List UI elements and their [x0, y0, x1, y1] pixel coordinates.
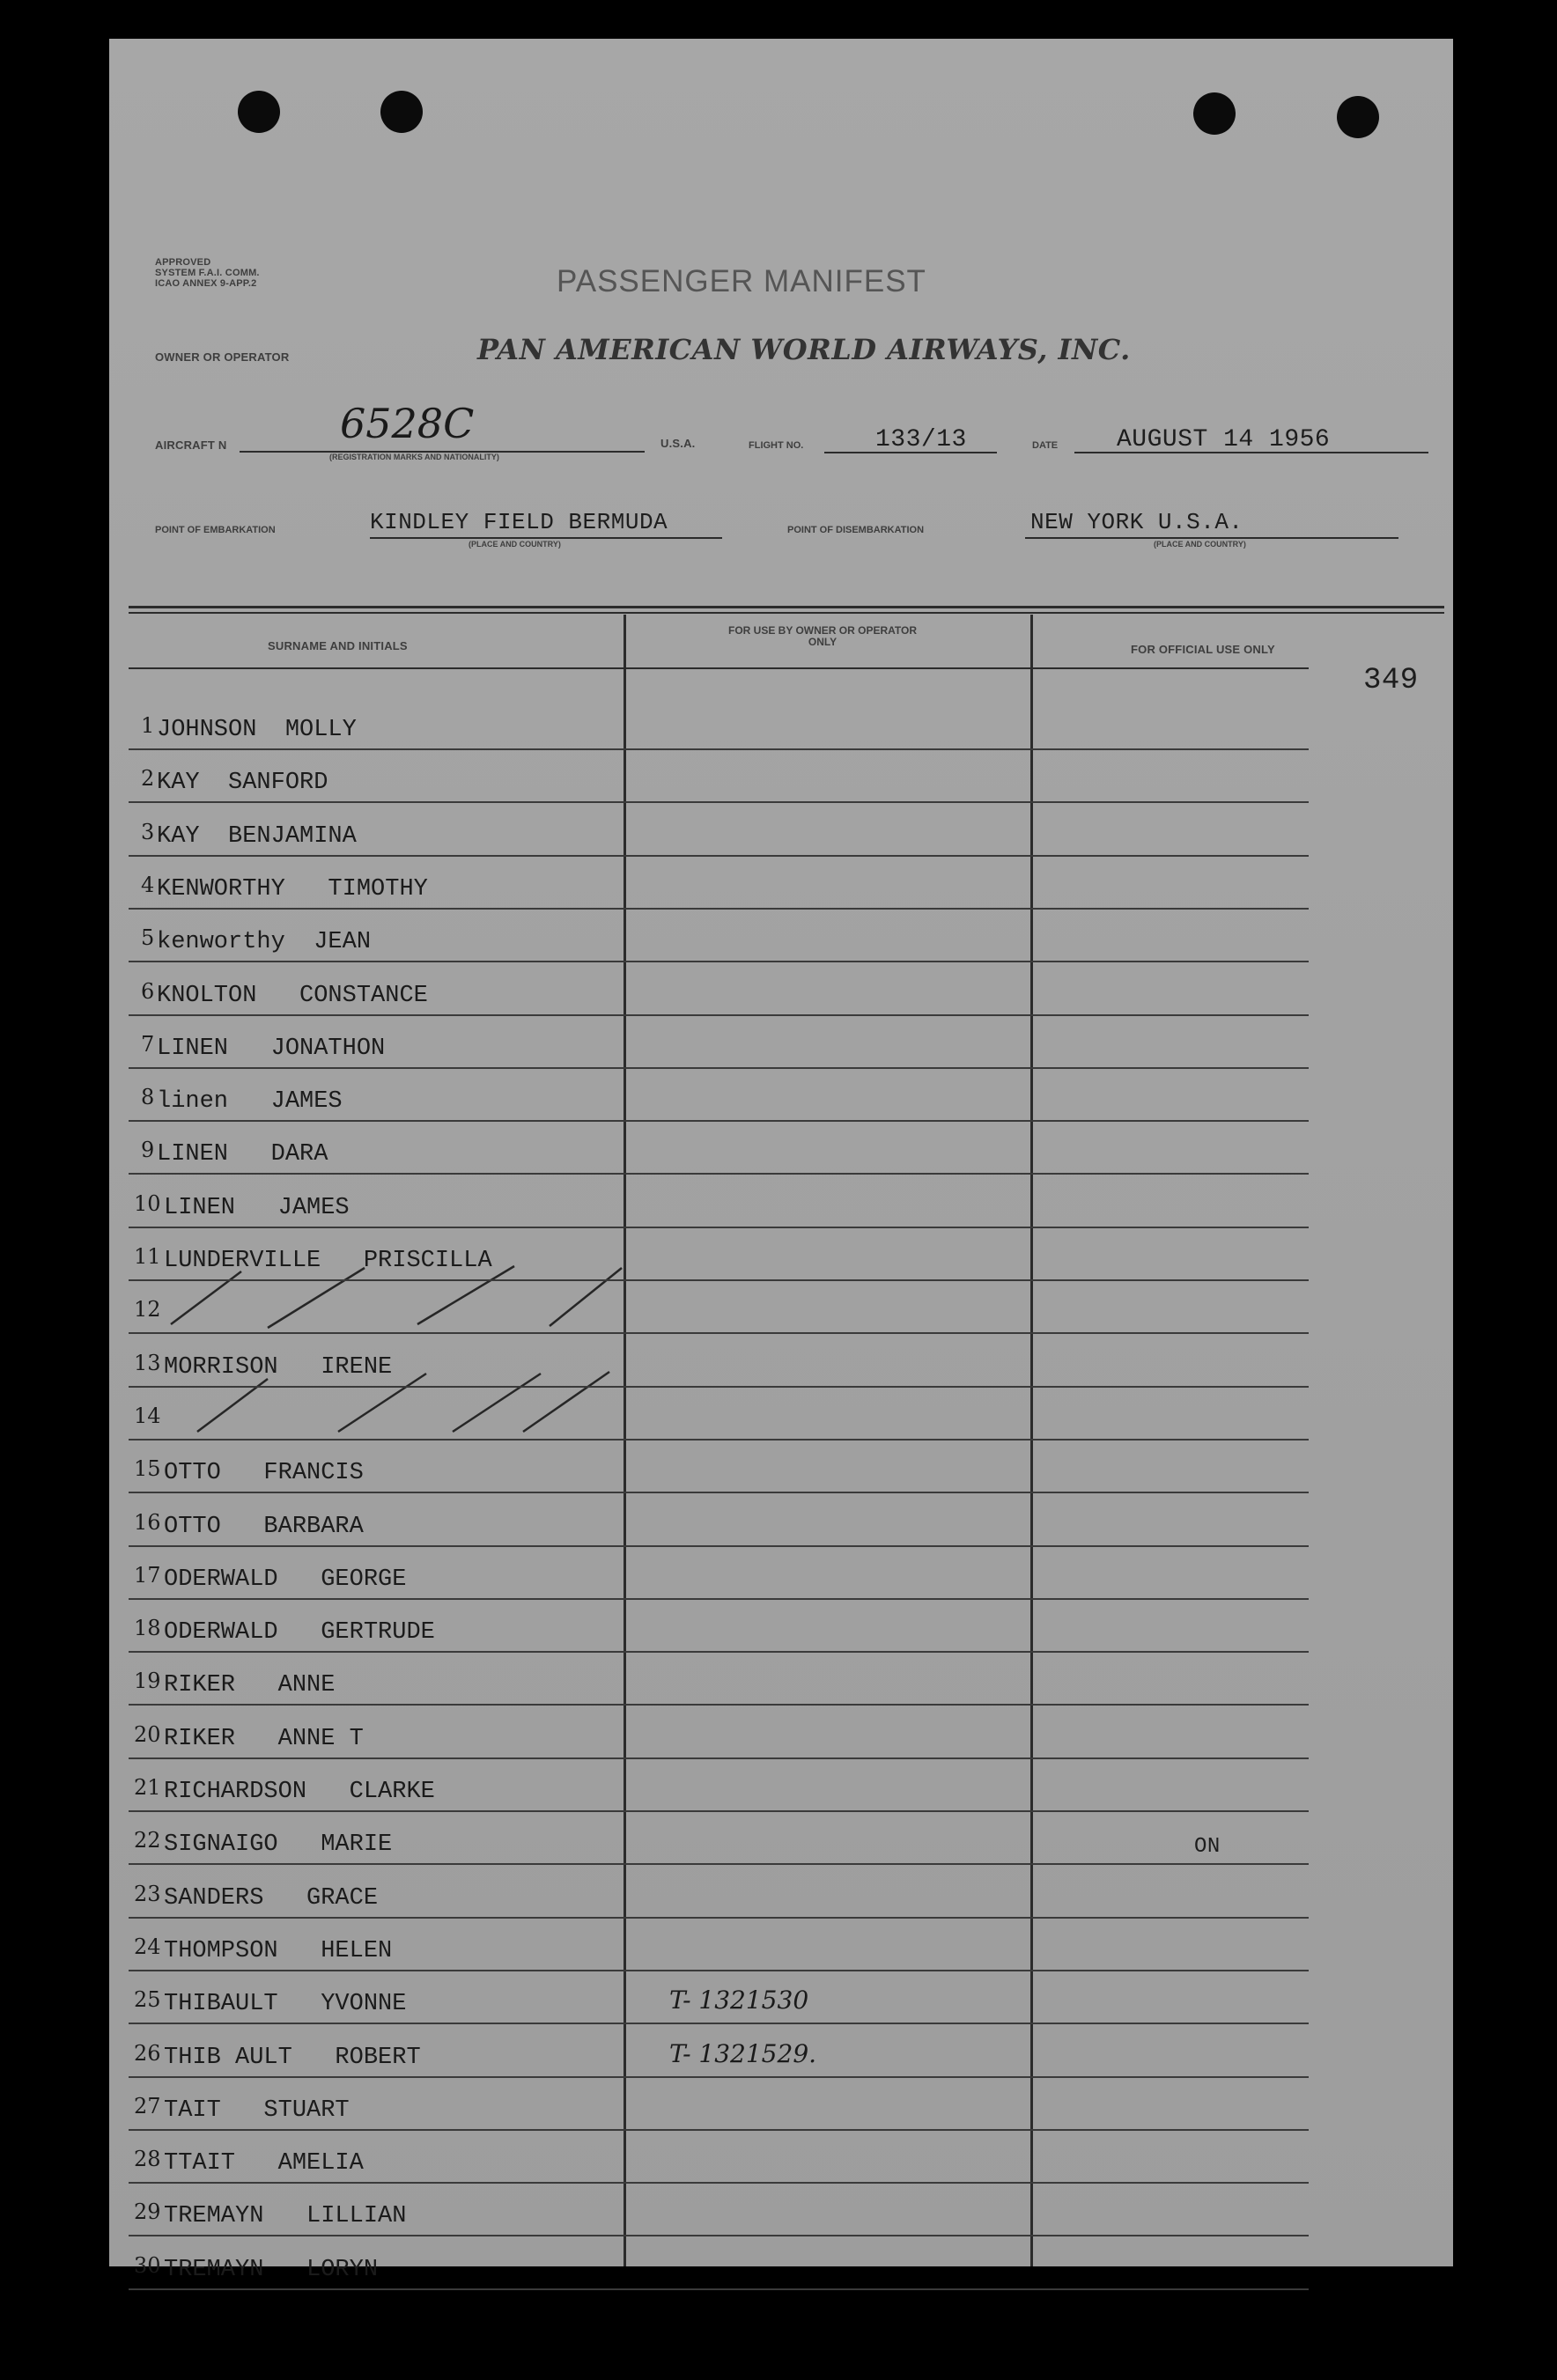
row-rule [129, 1120, 1309, 1122]
passenger-name: RIKER ANNE [164, 1672, 336, 1699]
passenger-row-number: 28 [134, 2147, 161, 2172]
passenger-name: TREMAYN LORYN [164, 2256, 379, 2283]
row-rule [129, 1810, 1309, 1812]
row-rule [129, 2182, 1309, 2184]
passenger-row-number: 13 [134, 1350, 161, 1375]
passenger-name: KAY SANFORD [157, 770, 328, 797]
passenger-row-number: 19 [134, 1669, 161, 1694]
owner-label: OWNER OR OPERATOR [155, 350, 290, 364]
disembark-value: NEW YORK U.S.A. [1030, 509, 1243, 535]
row-rule [129, 1067, 1309, 1069]
passenger-name: THOMPSON HELEN [164, 1937, 393, 1964]
passenger-row-number: 2 [141, 766, 155, 792]
passenger-row-number: 5 [141, 925, 155, 951]
passenger-name: KENWORTHY TIMOTHY [157, 875, 428, 903]
passenger-name: LINEN JONATHON [157, 1035, 386, 1062]
row-rule [129, 1757, 1309, 1759]
passenger-name: TTAIT AMELIA [164, 2150, 364, 2177]
passenger-name: LUNDERVILLE PRISCILLA [164, 1248, 492, 1274]
passenger-row-number: 29 [134, 2199, 161, 2225]
registration-caption: (REGISTRATION MARKS AND NATIONALITY) [329, 453, 499, 461]
header-double-rule-2 [129, 612, 1444, 614]
page-title: PASSENGER MANIFEST [557, 264, 926, 298]
passenger-name: OTTO BARBARA [164, 1513, 364, 1540]
passenger-name: RICHARDSON CLARKE [164, 1779, 435, 1805]
passenger-row-number: 15 [134, 1456, 161, 1482]
embark-caption: (PLACE AND COUNTRY) [469, 540, 561, 549]
row-rule [129, 908, 1309, 910]
passenger-name: OTTO FRANCIS [164, 1460, 364, 1487]
row-rule [129, 2235, 1309, 2236]
passenger-row-number: 25 [134, 1987, 161, 2013]
passenger-name: SANDERS GRACE [164, 1884, 379, 1912]
passenger-row-number: 20 [134, 1721, 161, 1747]
flight-label: FLIGHT NO. [749, 440, 804, 451]
row-rule [129, 1545, 1309, 1547]
owner-use-entry: T- 1321529. [669, 2038, 817, 2068]
passenger-row-number: 1 [141, 713, 155, 738]
row-rule [129, 1439, 1309, 1441]
passenger-row-number: 30 [134, 2252, 161, 2278]
passenger-row-number: 6 [141, 978, 155, 1004]
passenger-name: linen JAMES [157, 1088, 343, 1116]
row-rule [129, 2288, 1309, 2290]
column-header-surname: SURNAME AND INITIALS [268, 639, 408, 652]
disembark-underline [1025, 537, 1398, 539]
passenger-name: kenworthy JEAN [157, 929, 372, 956]
column-header-official-use: FOR OFFICIAL USE ONLY [1131, 643, 1275, 656]
row-rule [129, 2076, 1309, 2078]
punch-hole-4 [1337, 96, 1379, 138]
embark-label: POINT OF EMBARKATION [155, 525, 276, 535]
passenger-row-number: 23 [134, 1881, 161, 1906]
row-rule [129, 2129, 1309, 2131]
row-rule [129, 1863, 1309, 1865]
row-rule [129, 1598, 1309, 1600]
date-label: DATE [1032, 440, 1059, 451]
official-use-entry: ON [1194, 1835, 1221, 1860]
passenger-row-number: 26 [134, 2040, 161, 2066]
passenger-name: MORRISON IRENE [164, 1353, 393, 1381]
owner-use-entry: T- 1321530 [669, 1986, 809, 2015]
disembark-label: POINT OF DISEMBARKATION [787, 525, 925, 535]
row-rule [129, 1492, 1309, 1493]
row-rule [129, 801, 1309, 803]
approval-line: APPROVED [155, 257, 211, 268]
row-rule [129, 855, 1309, 857]
passenger-name: JOHNSON MOLLY [157, 717, 357, 743]
passenger-row-number: 27 [134, 2093, 161, 2118]
passenger-name: TREMAYN LILLIAN [164, 2203, 407, 2230]
embark-value: KINDLEY FIELD BERMUDA [370, 509, 668, 535]
passenger-row-number: 16 [134, 1509, 161, 1535]
passenger-row-number: 21 [134, 1775, 161, 1800]
approval-note [155, 257, 260, 289]
row-rule [129, 1917, 1309, 1919]
row-rule [129, 1014, 1309, 1016]
row-rule [129, 1704, 1309, 1706]
passenger-name: KAY BENJAMINA [157, 822, 357, 850]
passenger-row-number: 3 [141, 819, 155, 844]
punch-hole-1 [238, 91, 280, 133]
row-rule [129, 748, 1309, 750]
approval-line: SYSTEM F.A.I. COMM. [155, 268, 260, 278]
punch-hole-2 [380, 91, 423, 133]
column-divider-2 [1030, 615, 1033, 2266]
passenger-row-number: 7 [141, 1031, 155, 1057]
passenger-name: RIKER ANNE T [164, 1725, 364, 1752]
passenger-row-number: 18 [134, 1616, 161, 1641]
passenger-row-number: 4 [141, 872, 155, 897]
row-rule [129, 1173, 1309, 1175]
header-double-rule [129, 606, 1444, 608]
passenger-row-number: 9 [141, 1138, 155, 1163]
passenger-row-number: 22 [134, 1828, 161, 1853]
page-number: 349 [1363, 664, 1419, 697]
aircraft-value: 6528C [340, 400, 475, 447]
passenger-name: THIB AULT ROBERT [164, 2044, 421, 2071]
row-rule [129, 1227, 1309, 1228]
flight-value: 133/13 [875, 426, 967, 453]
row-rule [129, 961, 1309, 962]
row-rule [129, 1279, 1309, 1281]
disembark-caption: (PLACE AND COUNTRY) [1154, 540, 1246, 549]
passenger-row-number: 10 [134, 1190, 161, 1216]
row-rule [129, 1651, 1309, 1653]
passenger-row-number: 12 [134, 1297, 161, 1323]
column-header-rule [129, 667, 1309, 669]
passenger-name: ODERWALD GEORGE [164, 1566, 407, 1593]
approval-line: ICAO ANNEX 9-APP.2 [155, 278, 257, 289]
passenger-name: TAIT STUART [164, 2096, 350, 2124]
nationality: U.S.A. [660, 437, 696, 450]
passenger-row-number: 14 [134, 1403, 161, 1428]
passenger-row-number: 17 [134, 1562, 161, 1588]
date-value: AUGUST 14 1956 [1117, 426, 1331, 453]
owner-value: PAN AMERICAN WORLD AIRWAYS, INC. [477, 333, 1131, 366]
aircraft-label: AIRCRAFT N [155, 438, 227, 452]
column-divider-1 [624, 615, 626, 2266]
passenger-name: SIGNAIGO MARIE [164, 1831, 393, 1859]
row-rule [129, 1386, 1309, 1388]
column-header-owner-use: FOR USE BY OWNER OR OPERATOR ONLY [727, 624, 918, 648]
passenger-row-number: 24 [134, 1934, 161, 1959]
punch-hole-3 [1193, 92, 1236, 135]
passenger-name: KNOLTON CONSTANCE [157, 982, 428, 1009]
embark-underline [370, 537, 722, 539]
row-rule [129, 1970, 1309, 1971]
row-rule [129, 2023, 1309, 2024]
passenger-row-number: 11 [134, 1244, 161, 1269]
passenger-name: THIBAULT YVONNE [164, 1991, 407, 2018]
passenger-name: ODERWALD GERTRUDE [164, 1619, 435, 1647]
row-rule [129, 1332, 1309, 1334]
passenger-row-number: 8 [141, 1085, 155, 1110]
passenger-name: LINEN DARA [157, 1141, 328, 1168]
passenger-name: LINEN JAMES [164, 1194, 350, 1221]
manifest-sheet [109, 39, 1453, 2283]
